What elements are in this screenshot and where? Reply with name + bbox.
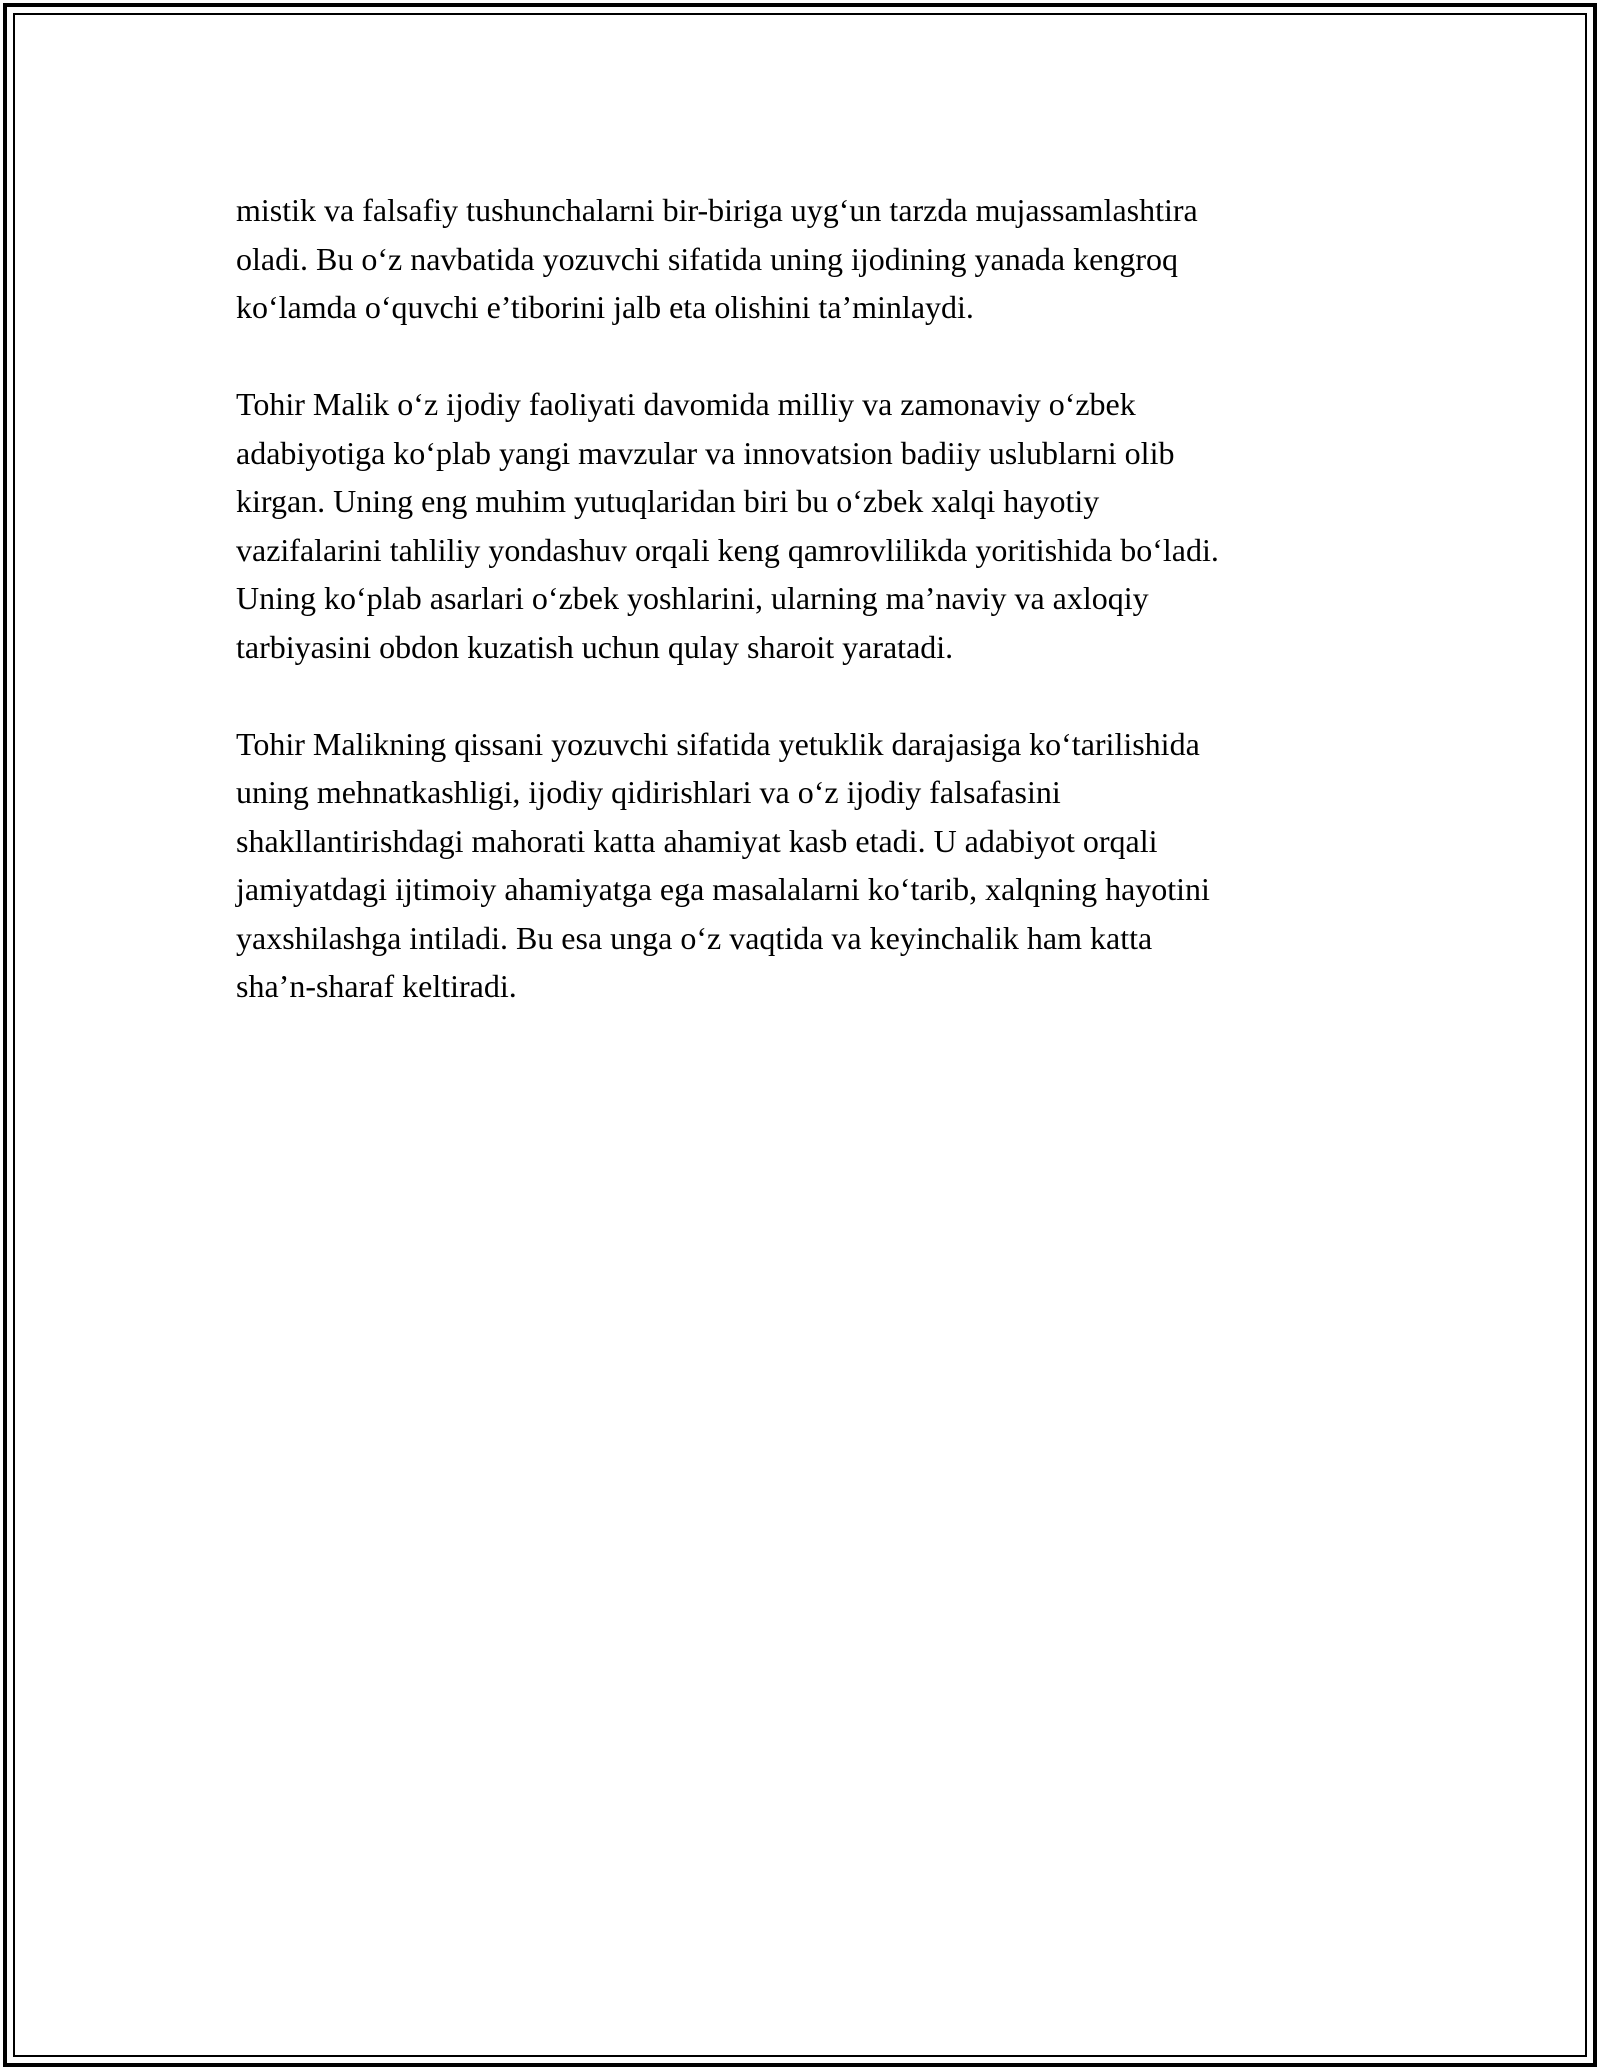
text-line: jamiyatdagi ijtimoiy ahamiyatga ega masalalarni ko‘tarib, xalqning hayotini bbox=[236, 871, 1210, 907]
text-line: kirgan. Uning eng muhim yutuqlaridan biri bu o‘zbek xalqi hayotiy bbox=[236, 483, 1100, 519]
text-line: ko‘lamda o‘quvchi e’tiborini jalb eta olishini ta’minlaydi. bbox=[236, 289, 974, 325]
text-line: Uning ko‘plab asarlari o‘zbek yoshlarini, ularning ma’naviy va axloqiy bbox=[236, 580, 1149, 616]
text-line: Tohir Malikning qissani yozuvchi sifatida yetuklik darajasiga ko‘tarilishida bbox=[236, 725, 1200, 762]
paragraph-1 bbox=[236, 186, 1386, 332]
text-line: shakllantirishdagi mahorati katta ahamiyat kasb etadi. U adabiyot orqali bbox=[236, 822, 1158, 859]
text-line: vazifalarini tahliliy yondashuv orqali keng qamrovlilikda yoritishida bo‘ladi. bbox=[236, 531, 1219, 568]
text-line: sha’n-sharaf keltiradi. bbox=[236, 968, 517, 1004]
text-line: tarbiyasini obdon kuzatish uchun qulay sharoit yaratadi. bbox=[236, 628, 954, 665]
text-line: uning mehnatkashligi, ijodiy qidirishlari va o‘z ijodiy falsafasini bbox=[236, 774, 1061, 810]
document-body bbox=[236, 186, 1386, 1059]
paragraph-2 bbox=[236, 380, 1386, 671]
text-line: mistik va falsafiy tushunchalarni bir-biriga uyg‘un tarzda mujassamlashtira bbox=[236, 192, 1198, 228]
text-line: adabiyotiga ko‘plab yangi mavzular va innovatsion badiiy uslublarni olib bbox=[236, 434, 1175, 471]
text-line: oladi. Bu o‘z navbatida yozuvchi sifatida uning ijodining yanada kengroq bbox=[236, 240, 1178, 277]
paragraph-3 bbox=[236, 720, 1386, 1011]
text-line: yaxshilashga intiladi. Bu esa unga o‘z vaqtida va keyinchalik ham katta bbox=[236, 919, 1153, 956]
text-line: Tohir Malik o‘z ijodiy faoliyati davomida milliy va zamonaviy o‘zbek bbox=[236, 386, 1136, 422]
